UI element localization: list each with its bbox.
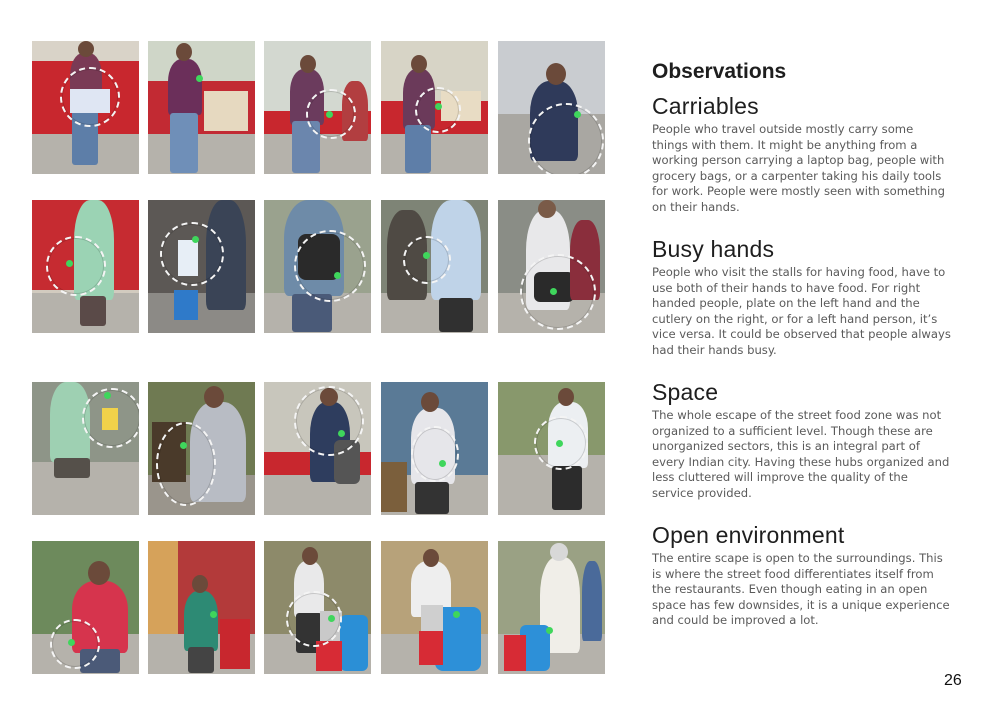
- section-body: The entire scape is open to the surroundings. This is where the street food differentiates itself from the restaurants. Even though eating in an open space has few downsides, it is a unique experience and could be improved a lot.: [652, 551, 950, 628]
- section-busy-hands: [652, 236, 952, 359]
- photo-space-3: [264, 382, 371, 515]
- photo-busy-hands-3: [264, 200, 371, 333]
- photo-space-5: [498, 382, 605, 515]
- section-space: [652, 379, 952, 502]
- photo-space-4: [381, 382, 488, 515]
- section-body: The whole escape of the street food zone was not organized to a sufficient level. Though these are unorganized sectors, this is an integral part of every Indian city. Having these hubs organized and less cluttered will improve the quality of the service provided.: [652, 408, 950, 500]
- photo-busy-hands-5: [498, 200, 605, 333]
- photo-space-1: [32, 382, 139, 515]
- section-carriables: [652, 93, 952, 216]
- photo-busy-hands-4: [381, 200, 488, 333]
- photo-busy-hands-2: [148, 200, 255, 333]
- photo-open-env-1: [32, 541, 139, 674]
- section-title: Busy hands: [652, 236, 775, 262]
- photo-carriables-1: [32, 41, 139, 174]
- photo-open-env-2: [148, 541, 255, 674]
- photo-open-env-3: [264, 541, 371, 674]
- section-title: Space: [652, 379, 719, 405]
- page-number: 26: [944, 672, 962, 689]
- photo-space-2: [148, 382, 255, 515]
- section-title: Open environment: [652, 522, 845, 548]
- section-open-environment: [652, 522, 952, 629]
- photo-carriables-2: [148, 41, 255, 174]
- photo-carriables-3: [264, 41, 371, 174]
- photo-carriables-5: [498, 41, 605, 174]
- page-title: Observations: [652, 60, 787, 83]
- section-body: People who travel outside mostly carry some things with them. It might be anything from a working person carrying a laptop bag, people with grocery bags, or a carpenter taking his daily tools for work. People were mostly seen with something on their hands.: [652, 122, 945, 214]
- photo-open-env-4: [381, 541, 488, 674]
- section-body: People who visit the stalls for having food, have to use both of their hands to have food. For right handed people, plate on the left hand and the cutlery on the right, or for a left hand person, it’s vice versa. It could be observed that people always had their hands busy.: [652, 265, 951, 357]
- photo-busy-hands-1: [32, 200, 139, 333]
- section-title: Carriables: [652, 93, 759, 119]
- photo-carriables-4: [381, 41, 488, 174]
- photo-open-env-5: [498, 541, 605, 674]
